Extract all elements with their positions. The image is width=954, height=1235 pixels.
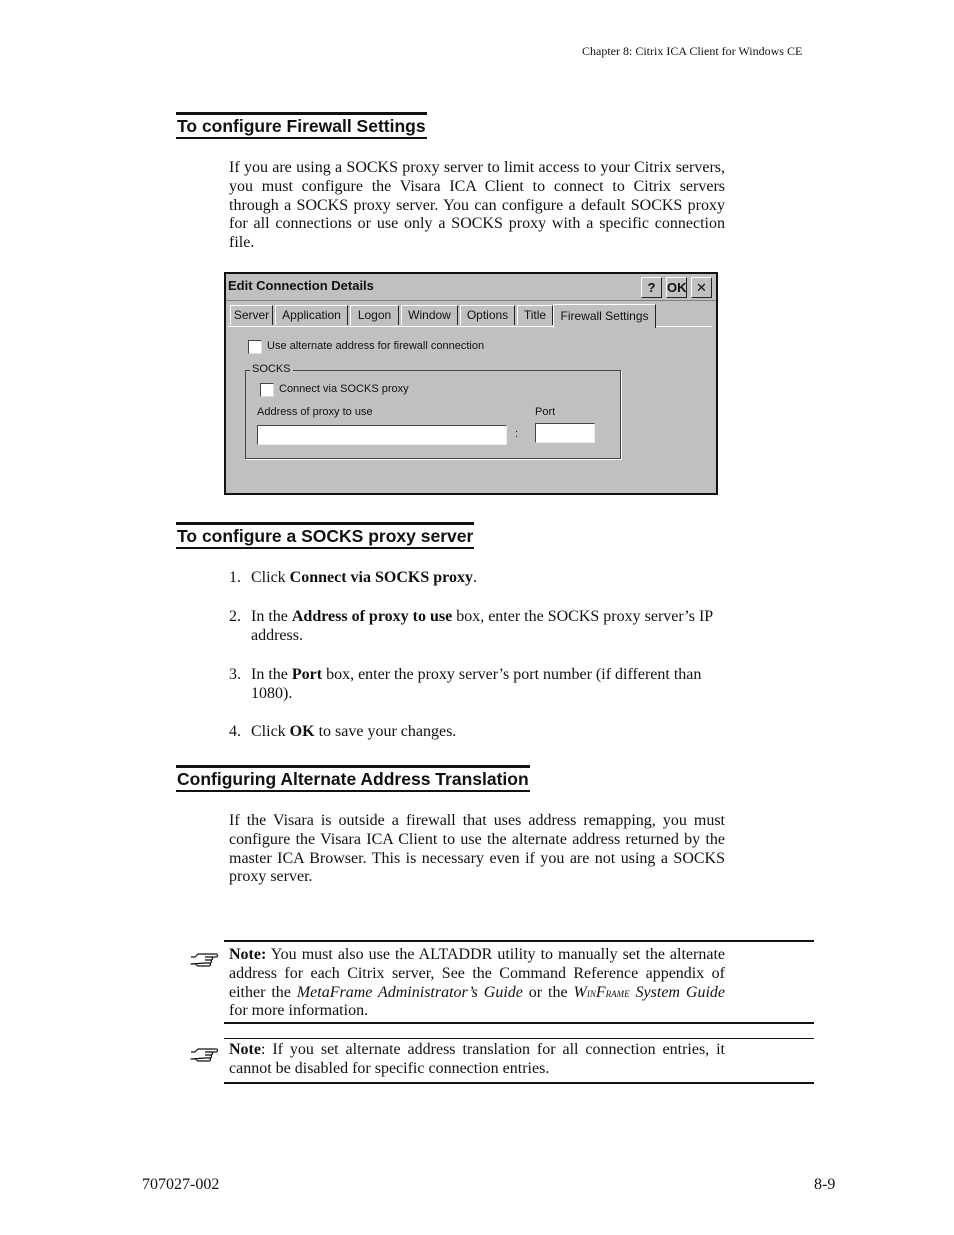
edit-connection-dialog [224, 272, 718, 495]
guide-title-part: rame [605, 984, 630, 1000]
proxy-address-label: Address of proxy to use [257, 406, 373, 418]
note-label: Note [229, 1041, 261, 1058]
alt-address-label: Use alternate address for firewall connection [267, 340, 485, 352]
tab-window[interactable]: Window [401, 305, 458, 325]
tab-server[interactable]: Server [230, 305, 273, 325]
step-text: box, enter the proxy server’s port number (if different than 1080). [251, 666, 702, 702]
footer-page-number: 8-9 [814, 1176, 836, 1193]
firewall-intro-paragraph: If you are using a SOCKS proxy server to limit access to your Citrix servers, you must configure the Visara ICA Client to connect to Citrix servers through a SOCKS proxy server. You can configure a default SOCKS proxy for all connections or use only a SOCKS proxy with a specific connection file. [229, 159, 725, 252]
note-rule-bottom [224, 1022, 814, 1024]
note-rule-top [224, 940, 814, 942]
section-heading-firewall: To configure Firewall Settings [176, 112, 427, 139]
tab-firewall-settings[interactable]: Firewall Settings [553, 304, 656, 328]
step-text: Click [251, 569, 290, 586]
tab-application[interactable]: Application [275, 305, 348, 325]
socks-group-label: SOCKS [252, 363, 291, 375]
note-2-text [229, 1041, 725, 1079]
section-heading-alternate-address: Configuring Alternate Address Translation [176, 765, 530, 792]
connect-socks-checkbox[interactable] [260, 383, 274, 397]
note-body: for more information. [229, 1002, 369, 1020]
step-bold: Connect via SOCKS proxy [289, 569, 473, 586]
alt-address-checkbox[interactable] [248, 340, 262, 354]
alternate-address-paragraph: If the Visara is outside a firewall that uses address remapping, you must configure the Visara ICA Client to use the alternate address returned by the master ICA Browser. This is necessary even if you are not using a SOCKS proxy server. [229, 812, 725, 886]
tab-options[interactable]: Options [460, 305, 515, 325]
close-button[interactable]: ✕ [691, 277, 712, 298]
port-input[interactable] [535, 423, 595, 443]
step-1 [229, 569, 725, 588]
guide-title [574, 984, 725, 1001]
note-1-text [229, 946, 725, 1021]
help-button[interactable]: ? [641, 277, 662, 298]
step-text: In the [251, 608, 292, 625]
note-body: or the [522, 983, 574, 1001]
step-text: to save your changes. [314, 723, 457, 740]
note-rule-bottom [224, 1082, 814, 1084]
pointing-hand-icon [190, 950, 224, 970]
step-bold: Address of proxy to use [291, 608, 453, 625]
step-2 [229, 608, 725, 646]
footer-document-number: 707027-002 [142, 1176, 220, 1193]
dialog-title: Edit Connection Details [228, 278, 374, 293]
step-4 [229, 723, 725, 742]
note-body: : If you set alternate address translation for all connection entries, it cannot be disabled for specific connection entries. [229, 1041, 725, 1077]
running-header: Chapter 8: Citrix ICA Client for Windows CE [582, 44, 803, 58]
guide-title-part: F [595, 983, 606, 1001]
step-bold: OK [289, 723, 315, 740]
firewall-settings-panel [228, 326, 712, 485]
guide-title: MetaFrame Administrator’s Guide [296, 983, 523, 1001]
title-separator [226, 300, 716, 301]
step-bold: Port [291, 666, 323, 683]
step-number: 3. [229, 666, 241, 683]
step-number: 1. [229, 569, 241, 586]
socks-groupbox [245, 363, 621, 459]
note-label: Note: [229, 946, 267, 963]
step-number: 2. [229, 608, 241, 625]
section-heading-socks: To configure a SOCKS proxy server [176, 522, 474, 549]
step-text: Click [251, 723, 290, 740]
connect-socks-label: Connect via SOCKS proxy [279, 383, 409, 395]
step-text: box, enter the SOCKS proxy server’s IP address. [251, 608, 713, 644]
proxy-address-input[interactable] [257, 425, 507, 445]
ok-button[interactable]: OK [666, 277, 687, 298]
tab-title[interactable]: Title [517, 305, 553, 325]
note-body: You must also use the ALTADDR utility to manually set the alternate address for each Citrix server, See the Command Reference appendix of either the [229, 946, 725, 1001]
port-label: Port [535, 406, 556, 418]
guide-title-part: W [573, 983, 587, 1001]
step-number: 4. [229, 723, 241, 740]
guide-title-part: System Guide [629, 983, 725, 1001]
pointing-hand-icon [190, 1045, 224, 1065]
step-3 [229, 666, 725, 704]
tab-logon[interactable]: Logon [350, 305, 399, 325]
address-port-separator: : [515, 428, 519, 440]
note-rule-top [224, 1038, 814, 1039]
guide-title-part: in [586, 984, 596, 1000]
step-text: . [472, 569, 477, 586]
step-text: In the [251, 666, 292, 683]
